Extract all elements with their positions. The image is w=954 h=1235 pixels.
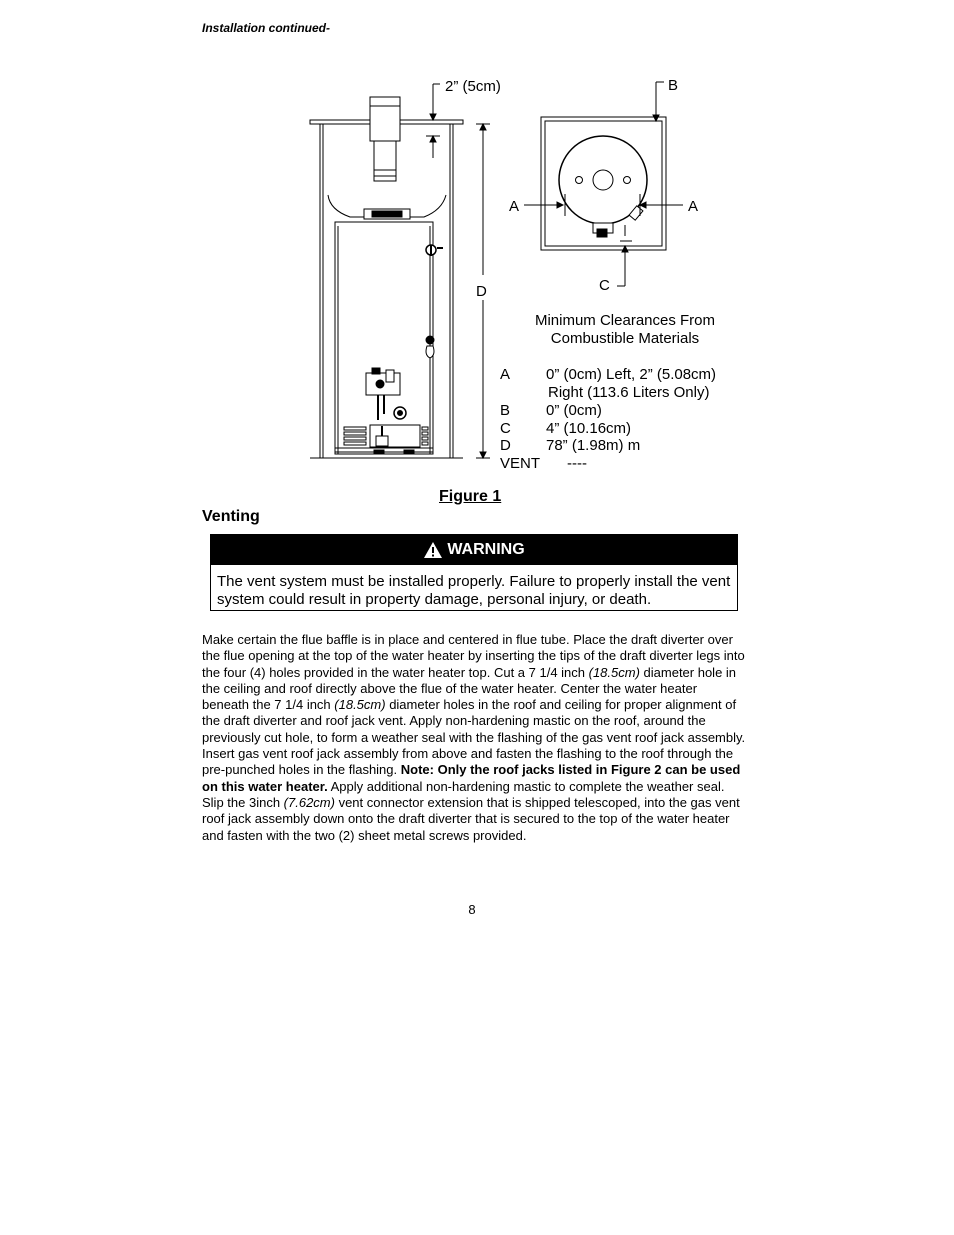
warning-title: WARNING [447, 541, 525, 558]
para-text: Apply additional non-hardening mastic to complete the weather seal. Slip the 3inch [202, 778, 725, 810]
clearance-value: 0” (0cm) [546, 402, 602, 419]
dimension-d-label: D [476, 283, 487, 300]
warning-triangle-icon [423, 541, 443, 559]
clearance-label: A [500, 366, 511, 383]
para-text: diameter hole in the ceiling and roof directly above the flue of the water heater. Center the water heater beneath the 7 1/4 inch [202, 664, 737, 713]
clearances-title [500, 312, 750, 348]
clearance-value: 0” (0cm) Left, 2” (5.08cm) [546, 366, 717, 383]
plan-view-drawing [541, 117, 666, 250]
clearance-value: ---- [567, 455, 587, 472]
section-heading: Venting [202, 508, 260, 525]
para-metric: (7.62cm) [283, 794, 335, 810]
running-header: Installation continued- [202, 21, 330, 35]
para-text: diameter holes in the roof and ceiling for proper alignment of the draft diverter and roof jack vent. Apply non-hardening mastic on the roof, around the previously cut hole, to form a weather seal with the flashing of the gas vent roof jack assembly. Insert gas vent roof jack assembly from above and fasten the flashing to the roof through the pre-punched holes in the flashing. [202, 697, 746, 778]
clearance-label: VENT [500, 455, 541, 472]
dimension-2in-label: 2” (5cm) [445, 78, 501, 95]
clearance-row-c [500, 420, 631, 438]
dimension-b-label: B [668, 77, 679, 94]
dimension-a-right-label: A [688, 198, 699, 215]
venting-instructions [202, 632, 747, 844]
dimension-a-markers [524, 194, 683, 216]
figure-caption: Figure 1 [439, 488, 502, 505]
dimension-b-marker [653, 82, 664, 121]
clearance-row-b [500, 402, 602, 420]
dimension-c-label: C [599, 277, 610, 294]
clearance-value: 78” (1.98m) m [546, 437, 641, 454]
clearance-label: C [500, 420, 511, 437]
clearance-label: B [500, 402, 511, 419]
clearance-row-d [500, 437, 640, 455]
para-note: Note: Only the roof jacks listed in Figure 2 can be used on this water heater. [202, 762, 741, 794]
clearance-value: Right (113.6 Liters Only) [548, 384, 710, 401]
para-text: vent connector extension that is shipped telescoped, into the gas vent roof jack assembly down onto the draft diverter that is secured to the top of the water heater and fasten with the two (2) sheet metal screws provided. [202, 794, 740, 843]
para-metric: (18.5cm) [334, 697, 386, 713]
clearances-title-line2: Combustible Materials [550, 330, 700, 347]
page-number: 8 [468, 902, 476, 917]
clearance-label: D [500, 437, 511, 454]
warning-box [210, 534, 738, 611]
clearance-row-vent [500, 455, 587, 473]
clearance-value: 4” (10.16cm) [546, 420, 632, 437]
para-text: Make certain the flue baffle is in place and centered in flue tube. Place the draft diverter over the flue opening at the top of the water heater by inserting the tips of the draft diverter legs into the four (4) holes provided in the water heater top. Cut a 7 1/4 inch [202, 632, 745, 680]
para-metric: (18.5cm) [588, 664, 640, 680]
warning-body: The vent system must be installed properly. Failure to properly install the vent system could result in property damage, personal injury, or death. [217, 573, 731, 608]
dimension-c-marker [617, 225, 632, 286]
dimension-a-left-label: A [509, 198, 520, 215]
side-elevation-drawing [310, 97, 463, 458]
clearance-row-a-cont [500, 384, 709, 402]
clearances-title-line1: Minimum Clearances From [534, 312, 716, 329]
warning-header [211, 535, 737, 565]
clearance-row-a [500, 366, 716, 384]
